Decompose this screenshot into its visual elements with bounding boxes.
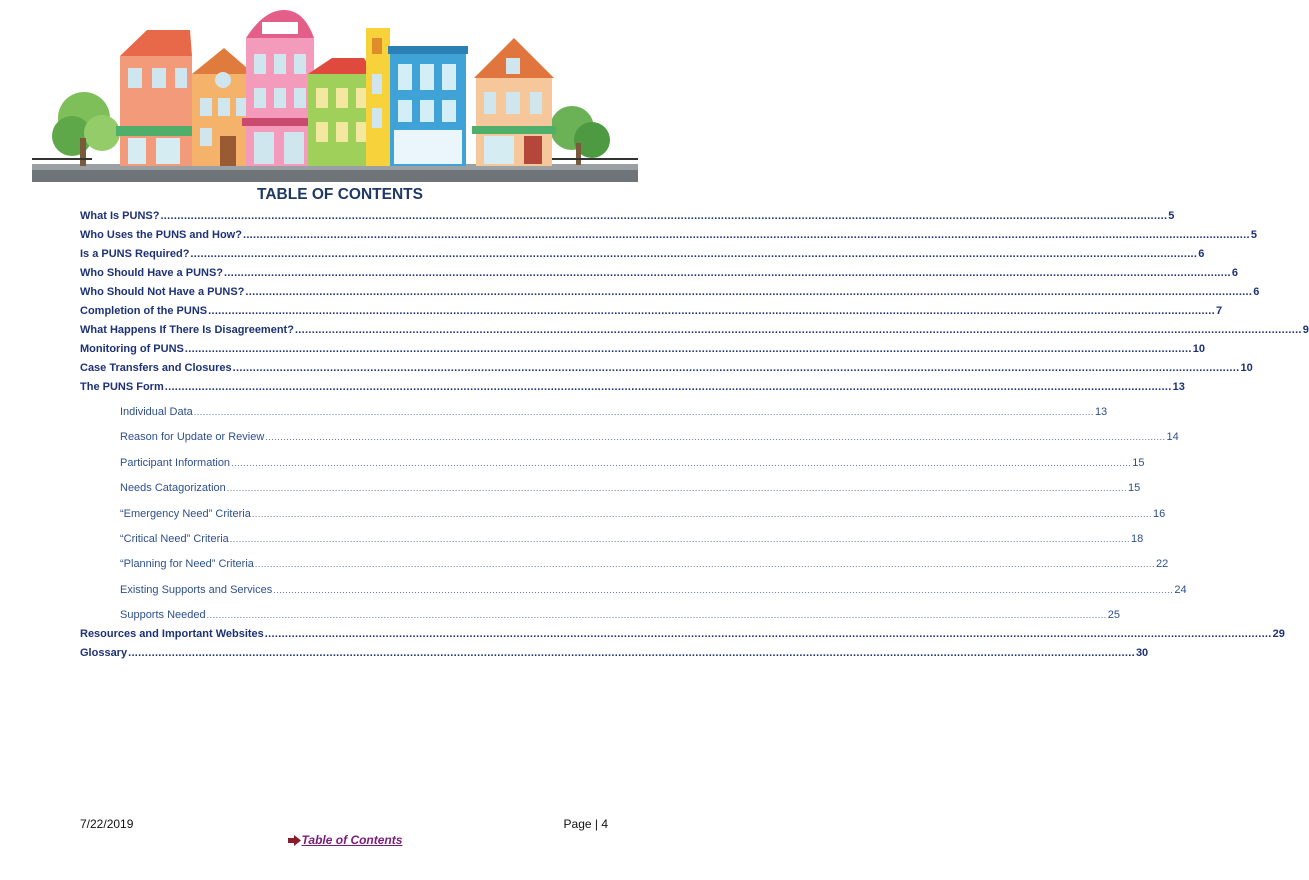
footer-page-number: Page | 4 (563, 817, 608, 831)
toc-entry-page[interactable]: 5 (1250, 229, 1257, 241)
toc-entry[interactable] (120, 583, 1187, 597)
toc-entry-label[interactable]: Reason for Update or Review (120, 431, 265, 443)
toc-leader-dots: ............................................................................................................................................................................................................................................................................................................ (232, 362, 1240, 374)
toc-leader-dots: ............................................................................................................................................................................................................................................................................................................ (208, 305, 1215, 317)
toc-entry-label[interactable]: “Emergency Need” Criteria (120, 508, 251, 520)
toc-entry-page[interactable]: 6 (1231, 267, 1238, 279)
toc-entry-label[interactable]: Monitoring of PUNS (80, 343, 184, 355)
toc-entry-label[interactable]: Completion of the PUNS (80, 305, 208, 317)
footer-date: 7/22/2019 (80, 817, 134, 831)
toc-entry-label[interactable]: Who Uses the PUNS and How? (80, 229, 242, 241)
back-to-toc-link[interactable] (0, 833, 690, 847)
toc-entry-page[interactable]: 29 (1272, 628, 1285, 640)
toc-entry[interactable] (80, 247, 1205, 261)
toc-leader-dots: ............................................................................................................................................................................................................................................................................................................ (128, 647, 1135, 659)
toc-entry-label[interactable]: Who Should Not Have a PUNS? (80, 286, 245, 298)
toc-entry-page[interactable]: 13 (1094, 406, 1108, 418)
toc-entry[interactable] (80, 228, 1257, 242)
toc-leader-dots: ............................................................................................................................................................................................................................................................................................................ (265, 432, 1166, 442)
toc-leader-dots: ............................................................................................................................................................................................................................................................................................................ (273, 585, 1174, 595)
toc-entry-page[interactable]: 24 (1174, 584, 1187, 596)
toc-leader-dots: ............................................................................................................................................................................................................................................................................................................ (164, 381, 1172, 393)
arrow-right-icon (288, 835, 301, 846)
toc-entry-label[interactable]: Existing Supports and Services (120, 584, 273, 596)
toc-leader-dots: ............................................................................................................................................................................................................................................................................................................ (190, 248, 1198, 260)
toc-entry-label[interactable]: “Critical Need” Criteria (120, 533, 229, 545)
toc-entry[interactable] (120, 456, 1145, 470)
toc-entry-label[interactable]: Case Transfers and Closures (80, 362, 232, 374)
toc-entry[interactable] (120, 430, 1179, 444)
toc-leader-dots: ............................................................................................................................................................................................................................................................................................................ (160, 210, 1168, 222)
toc-entry[interactable] (80, 266, 1238, 280)
toc-entry-page[interactable]: 10 (1192, 343, 1205, 355)
toc-entry-label[interactable]: Glossary (80, 647, 128, 659)
toc-leader-dots: ............................................................................................................................................................................................................................................................................................................ (193, 407, 1094, 417)
toc-entry-label[interactable]: Resources and Important Websites (80, 628, 264, 640)
toc-leader-dots: ............................................................................................................................................................................................................................................................................................................ (184, 343, 1192, 355)
toc-leader-dots: ............................................................................................................................................................................................................................................................................................................ (294, 324, 1302, 336)
toc-leader-dots: ............................................................................................................................................................................................................................................................................................................ (229, 534, 1130, 544)
toc-entry-label[interactable]: What Is PUNS? (80, 210, 160, 222)
toc-entry-page[interactable]: 5 (1168, 210, 1175, 222)
toc-entry-page[interactable]: 9 (1302, 324, 1309, 336)
toc-entry-label[interactable]: Is a PUNS Required? (80, 248, 190, 260)
toc-entry[interactable] (80, 285, 1260, 299)
toc-entry-page[interactable]: 14 (1166, 431, 1179, 443)
toc-entry[interactable] (120, 608, 1121, 622)
toc-entry-label[interactable]: Supports Needed (120, 609, 206, 621)
toc-entry-page[interactable]: 6 (1253, 286, 1260, 298)
toc-entry[interactable] (120, 557, 1169, 571)
toc-leader-dots: ............................................................................................................................................................................................................................................................................................................ (226, 483, 1127, 493)
toc-leader-dots: ............................................................................................................................................................................................................................................................................................................ (254, 559, 1156, 569)
toc-entry[interactable] (120, 481, 1141, 495)
page-title: TABLE OF CONTENTS (257, 186, 423, 203)
toc-entry-label[interactable]: Individual Data (120, 406, 193, 418)
toc-entry-page[interactable]: 10 (1240, 362, 1253, 374)
toc-entry[interactable] (80, 646, 1149, 660)
toc-entry-page[interactable]: 25 (1107, 609, 1121, 621)
toc-entry-page[interactable]: 13 (1172, 381, 1185, 393)
toc-entry-label[interactable]: The PUNS Form (80, 381, 164, 393)
toc-entry[interactable] (80, 361, 1253, 375)
toc-leader-dots: ............................................................................................................................................................................................................................................................................................................ (251, 509, 1152, 519)
toc-entry-page[interactable]: 15 (1132, 457, 1145, 469)
toc-entry-page[interactable]: 6 (1198, 248, 1205, 260)
toc-entry-page[interactable]: 18 (1130, 533, 1144, 545)
toc-leader-dots: ............................................................................................................................................................................................................................................................................................................ (242, 229, 1250, 241)
toc-entry-page[interactable]: 16 (1152, 508, 1166, 520)
toc-entry[interactable] (80, 304, 1223, 318)
toc-entry[interactable] (80, 323, 1309, 337)
toc-entry-page[interactable]: 30 (1135, 647, 1149, 659)
toc-entry-label[interactable]: What Happens If There Is Disagreement? (80, 324, 294, 336)
toc-entry-label[interactable]: “Planning for Need” Criteria (120, 558, 254, 570)
toc-entry[interactable] (120, 532, 1144, 546)
toc-entry[interactable] (80, 209, 1175, 223)
toc-entry[interactable] (120, 405, 1108, 419)
toc-entry[interactable] (120, 507, 1166, 521)
toc-leader-dots: ............................................................................................................................................................................................................................................................................................................ (224, 267, 1231, 279)
toc-entry-label[interactable]: Participant Information (120, 457, 231, 469)
toc-entry-label[interactable]: Needs Catagorization (120, 482, 226, 494)
toc-link-label[interactable]: Table of Contents (301, 833, 403, 847)
toc-leader-dots: ............................................................................................................................................................................................................................................................................................................ (206, 610, 1107, 620)
toc-entry[interactable] (80, 380, 1185, 394)
townhouses-banner-illustration (32, 8, 638, 184)
toc-leader-dots: ............................................................................................................................................................................................................................................................................................................ (231, 458, 1132, 468)
toc-entry-page[interactable]: 7 (1215, 305, 1223, 317)
toc-leader-dots: ............................................................................................................................................................................................................................................................................................................ (245, 286, 1253, 298)
toc-entry[interactable] (80, 627, 1285, 641)
toc-leader-dots: ............................................................................................................................................................................................................................................................................................................ (264, 628, 1272, 640)
toc-entry[interactable] (80, 342, 1205, 356)
toc-entry-page[interactable]: 15 (1127, 482, 1141, 494)
toc-entry-page[interactable]: 22 (1156, 558, 1169, 570)
toc-entry-label[interactable]: Who Should Have a PUNS? (80, 267, 224, 279)
